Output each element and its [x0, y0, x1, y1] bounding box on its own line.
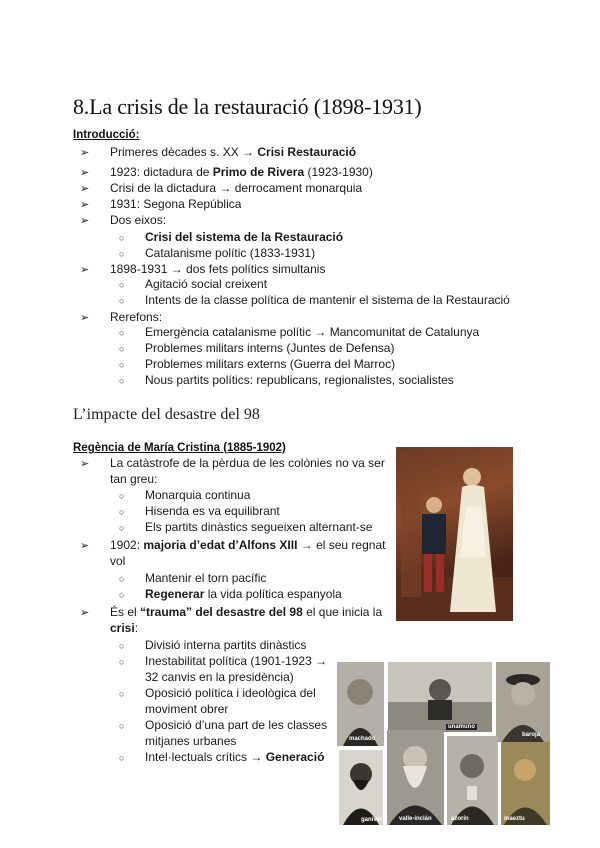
circle-bullet: ○ — [119, 507, 125, 517]
arrow-bullet: ➢ — [80, 264, 90, 276]
regency-item-2a: Mantenir el torn pacífic — [145, 571, 267, 585]
photo-maeztu: maeztu — [501, 742, 550, 825]
regency-item-3-cont: crisi: — [110, 621, 139, 635]
circle-bullet: ○ — [119, 491, 125, 501]
page-title: 8.La crisis de la restauració (1898-1931) — [73, 94, 422, 119]
circle-bullet: ○ — [119, 328, 125, 338]
regency-item-2: 1902: majoria d’edat d’Alfons XIII → el seu regnat — [110, 538, 386, 552]
circle-bullet: ○ — [119, 233, 125, 243]
photo-valle-inclan: valle-inclán — [387, 730, 444, 825]
arrow-bullet: ➢ — [80, 607, 90, 619]
regency-item-3c: Oposició política i ideològica del — [145, 686, 316, 700]
regency-item-3d-cont: mitjanes urbanes — [145, 734, 237, 748]
regency-item-2-cont: vol — [110, 554, 126, 568]
regency-item-2b: Regenerar la vida política espanyola — [145, 587, 342, 601]
intro-item-7b: Problemes militars interns (Juntes de Defensa) — [145, 341, 395, 355]
arrow-bullet: ➢ — [80, 199, 90, 211]
regency-item-1b: Hisenda es va equilibrant — [145, 504, 280, 518]
royal-portrait-image — [396, 447, 513, 621]
circle-bullet: ○ — [119, 574, 125, 584]
regency-item-1-cont: tan greu: — [110, 472, 158, 486]
photo-ganivet: ganivet — [339, 750, 383, 825]
circle-bullet: ○ — [119, 376, 125, 386]
circle-bullet: ○ — [119, 657, 125, 667]
circle-bullet: ○ — [119, 249, 125, 259]
regency-item-3e: Intel·lectuals crítics → Generació — [145, 750, 325, 764]
circle-bullet: ○ — [119, 523, 125, 533]
regency-item-3b: Inestabilitat política (1901-1923 → — [145, 654, 328, 668]
circle-bullet: ○ — [119, 590, 125, 600]
regency-item-3a: Divisió interna partits dinàstics — [145, 638, 307, 652]
photo-unamuno: unamuno — [388, 662, 492, 732]
arrow-bullet: ➢ — [80, 458, 90, 470]
circle-bullet: ○ — [119, 689, 125, 699]
regency-item-3b-cont: 32 canvis en la presidència) — [145, 670, 294, 684]
regency-item-1c: Els partits dinàstics segueixen alternant-se — [145, 520, 373, 534]
circle-bullet: ○ — [119, 641, 125, 651]
arrow-bullet: ➢ — [80, 183, 90, 195]
arrow-bullet: ➢ — [80, 312, 90, 324]
circle-bullet: ○ — [119, 721, 125, 731]
arrow-bullet: ➢ — [80, 215, 90, 227]
intro-item-7: Rerefons: — [110, 310, 163, 324]
intro-item-5: Dos eixos: — [110, 213, 167, 227]
regency-item-1: La catàstrofe de la pèrdua de les colònies no va ser — [110, 456, 385, 470]
intro-item-1: Primeres dècades s. XX → Crisi Restauració — [110, 145, 357, 159]
regency-item-3d: Oposició d’una part de les classes — [145, 718, 328, 732]
regency-item-1a: Monarquia continua — [145, 488, 251, 502]
circle-bullet: ○ — [119, 296, 125, 306]
intro-item-7a: Emergència catalanisme polític → Mancomunitat de Catalunya — [145, 325, 480, 339]
arrow-bullet: ➢ — [80, 167, 90, 179]
intro-item-5b: Catalanisme polític (1833-1931) — [145, 246, 316, 260]
photo-baroja: baroja — [496, 662, 550, 742]
intro-item-4: 1931: Segona República — [110, 197, 242, 211]
arrow-bullet: ➢ — [80, 147, 90, 159]
circle-bullet: ○ — [119, 360, 125, 370]
intro-item-7d: Nous partits polítics: republicans, regionalistes, socialistes — [145, 373, 454, 387]
regency-item-3c-cont: moviment obrer — [145, 702, 229, 716]
intro-item-6: 1898-1931 → dos fets polítics simultanis — [110, 262, 326, 276]
photo-machado: machado — [337, 662, 384, 746]
intro-heading: Introducció: — [73, 129, 140, 141]
section-title: L’impacte del desastre del 98 — [73, 406, 260, 423]
arrow-bullet: ➢ — [80, 540, 90, 552]
circle-bullet: ○ — [119, 344, 125, 354]
intro-item-2: 1923: dictadura de Primo de Rivera (1923-1930) — [110, 165, 373, 179]
photo-azorin: azorín — [447, 736, 498, 825]
intro-item-3: Crisi de la dictadura → derrocament monarquia — [110, 181, 363, 195]
circle-bullet: ○ — [119, 753, 125, 763]
regency-item-3: És el “trauma” del desastre del 98 el que inicia la — [110, 605, 383, 619]
regency-heading: Regència de María Cristina (1885-1902) — [73, 442, 286, 454]
intro-item-6a: Agitació social creixent — [145, 277, 268, 291]
circle-bullet: ○ — [119, 280, 125, 290]
intro-item-7c: Problemes militars externs (Guerra del Marroc) — [145, 357, 396, 371]
intro-item-5a: Crisi del sistema de la Restauració — [145, 230, 344, 244]
intro-item-6b: Intents de la classe política de mantenir el sistema de la Restauració — [145, 293, 510, 307]
